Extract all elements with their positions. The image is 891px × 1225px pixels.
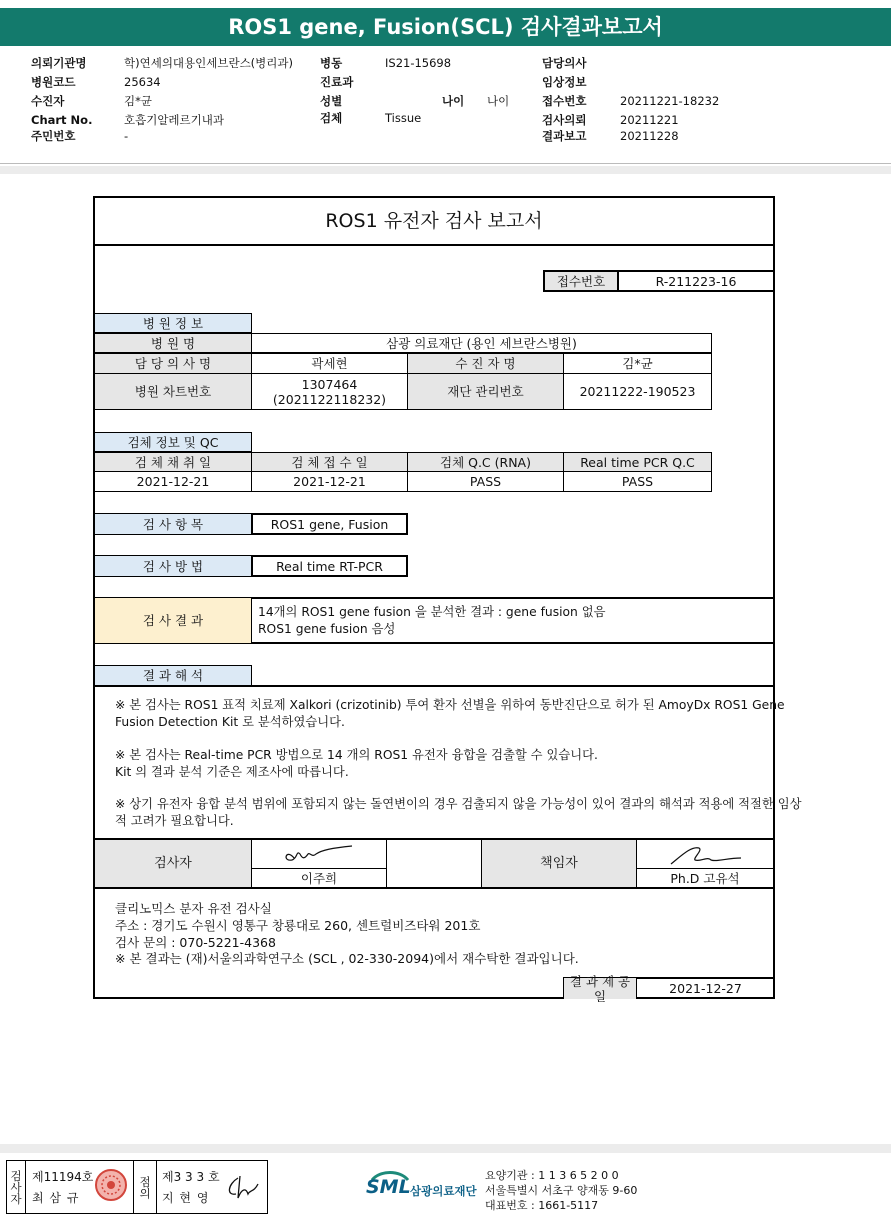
- reviewer-signature: [224, 1172, 260, 1202]
- hospital-section-label: 병 원 정 보: [95, 313, 252, 333]
- examiner-name: 이주희: [252, 868, 386, 889]
- header-col3: [542, 55, 742, 144]
- footer-seal: [94, 1168, 128, 1202]
- patient-name-value: 김*균: [563, 353, 712, 374]
- doctor-name-label: 담 당 의 사 명: [95, 353, 252, 374]
- mgmt-no-value: 20211222-190523: [563, 373, 712, 410]
- lab-note: ※ 본 결과는 (재)서울의과학연구소 (SCL , 02-330-2094)에서 재수탁한 결과입니다.: [115, 951, 579, 966]
- chart-no-line2: (2021122118232): [272, 391, 387, 407]
- sex-value: [385, 93, 442, 109]
- mgmt-no-label: 재단 관리번호: [407, 373, 564, 410]
- spec-header-receive: 검 체 접 수 일: [251, 452, 408, 472]
- blank-cell: [386, 839, 482, 888]
- result-date-value: 2021-12-27: [669, 981, 742, 996]
- sml-name: 삼광의료재단: [410, 1184, 477, 1198]
- interp-p1-line1: ※ 본 검사는 ROS1 표적 치료제 Xalkori (crizotinib) 투여 환자 선별을 위하여 동반진단으로 허가 된 AmoyDx ROS1 Gene: [115, 698, 785, 712]
- footer-reviewer-name: 지 현 영: [162, 1191, 210, 1205]
- interp-label: 결 과 해 석: [95, 665, 252, 686]
- footer-examiner-vert: 검사자: [6, 1160, 26, 1214]
- spec-header-qc-rna: 검체 Q.C (RNA): [407, 452, 564, 472]
- interp-p1-line2: Fusion Detection Kit 로 분석하였습니다.: [115, 715, 345, 729]
- request-label: 검사의뢰: [542, 113, 587, 127]
- sml-logo-text: SML: [366, 1176, 411, 1198]
- receipt-value: 20211221-18232: [620, 94, 720, 108]
- age-value: 나이: [487, 94, 510, 108]
- page-title: ROS1 gene, Fusion(SCL) 검사결과보고서: [0, 8, 891, 46]
- chart-no-line1: 1307464: [301, 376, 358, 392]
- specimen-value: Tissue: [385, 111, 422, 125]
- dept-label: 진료과: [320, 75, 354, 89]
- test-item-label: 검 사 항 목: [95, 513, 252, 535]
- chart-no-label-cell: 병원 차트번호: [95, 373, 252, 410]
- result-date-label: 결 과 제 공 일: [563, 978, 637, 999]
- result-line1: 14개의 ROS1 gene fusion 을 분석한 결과 : gene fusion 없음: [258, 605, 606, 619]
- receipt-no-label: 접수번호: [543, 270, 619, 292]
- spec-header-qc-pcr: Real time PCR Q.C: [563, 452, 712, 472]
- hospital-value: 학)연세의대용인세브란스(병리과): [124, 56, 293, 70]
- header-col1: [31, 55, 331, 144]
- result-label: 검 사 결 과: [95, 597, 252, 644]
- chart-no-value: 호흡기알레르기내과: [124, 113, 224, 127]
- responsible-name: Ph.D 고유석: [637, 868, 773, 889]
- sex-label: 성별: [320, 94, 343, 108]
- chart-no-cell: [251, 373, 408, 410]
- lab-address: 주소 : 경기도 수원시 영통구 창룡대로 260, 센트럴비즈타워 201호: [115, 918, 481, 933]
- request-value: 20211221: [620, 113, 679, 127]
- responsible-signature: [637, 840, 773, 868]
- specimen-label: 검체: [320, 111, 343, 125]
- header-col2: [320, 55, 530, 126]
- resident-no-label: 주민번호: [31, 129, 76, 143]
- footer-seal-graphic: [94, 1168, 128, 1202]
- receipt-no-value: R-211223-16: [617, 270, 773, 292]
- footer-institution: [485, 1168, 637, 1213]
- doctor-label: 담당의사: [542, 56, 587, 70]
- result-box: [251, 597, 773, 644]
- footer-examiner-license: 제11194호: [32, 1170, 94, 1184]
- spec-qc-pcr: PASS: [563, 471, 712, 492]
- hospital-name-value: 삼광 의료재단 (용인 세브란스병원): [251, 333, 712, 353]
- interp-p3-line1: ※ 상기 유전자 융합 분석 범위에 포함되지 않는 돌연변이의 경우 검출되지 않을 가능성이 있어 결과의 해석과 적용에 적절한 임상: [115, 797, 802, 811]
- result-line2: ROS1 gene fusion 음성: [258, 622, 396, 636]
- inst-code: 요양기관 : 1 1 3 6 5 2 0 0: [485, 1169, 619, 1182]
- header-divider: [0, 163, 891, 164]
- hospital-code-label: 병원코드: [31, 75, 76, 89]
- spec-receive-date: 2021-12-21: [251, 471, 408, 492]
- bottom-gray-band: [0, 1144, 891, 1153]
- ward-value: IS21-15698: [385, 56, 452, 70]
- footer-reviewer-vert: 점의: [133, 1160, 157, 1214]
- footer-reviewer-sign: [224, 1172, 260, 1206]
- hospital-code-value: 25634: [124, 75, 161, 89]
- patient-label: 수진자: [31, 94, 65, 108]
- report-title: ROS1 유전자 검사 보고서: [95, 198, 773, 246]
- clinical-info-label: 임상정보: [542, 75, 587, 89]
- examiner-label: 검사자: [95, 839, 252, 888]
- doctor-name-value: 곽세현: [251, 353, 408, 374]
- hospital-name-label: 병 원 명: [95, 333, 252, 353]
- footer-examiner-name: 최 삼 규: [32, 1191, 80, 1205]
- inst-phone: 대표번호 : 1661-5117: [485, 1199, 599, 1212]
- age-label: 나이: [442, 94, 465, 108]
- interp-p2-line1: ※ 본 검사는 Real-time PCR 방법으로 14 개의 ROS1 유전자 융합을 검출할 수 있습니다.: [115, 748, 598, 762]
- interp-top-rule: [95, 685, 773, 687]
- examiner-sign-cell: [251, 839, 387, 888]
- responsible-sign-cell: [636, 839, 773, 888]
- spec-header-collect: 검 체 채 취 일: [95, 452, 252, 472]
- gray-band: [0, 166, 891, 174]
- method-value: Real time RT-PCR: [251, 555, 408, 577]
- sign-bottom-rule: [95, 887, 773, 889]
- ward-label: 병동: [320, 56, 343, 70]
- hospital-label: 의뢰기관명: [31, 56, 87, 70]
- specimen-section-label: 검체 정보 및 QC: [95, 432, 252, 452]
- footer-reviewer-license: 제3 3 3 호: [162, 1170, 220, 1184]
- patient-name-label: 수 진 자 명: [407, 353, 564, 374]
- interp-p2-line2: Kit 의 결과 분석 기준은 제조사에 따릅니다.: [115, 765, 349, 779]
- chart-no-label: Chart No.: [31, 113, 93, 127]
- lab-name: 클리노믹스 분자 유전 검사실: [115, 901, 272, 916]
- lab-phone: 검사 문의 : 070-5221-4368: [115, 935, 276, 950]
- spec-collect-date: 2021-12-21: [95, 471, 252, 492]
- responsible-label: 책임자: [481, 839, 637, 888]
- interp-p3-line2: 적 고려가 필요합니다.: [115, 814, 234, 828]
- receipt-label: 접수번호: [542, 94, 587, 108]
- sml-logo: [366, 1170, 412, 1208]
- method-label: 검 사 방 법: [95, 555, 252, 577]
- report-value: 20211228: [620, 129, 679, 143]
- test-item-value: ROS1 gene, Fusion: [251, 513, 408, 535]
- patient-value: 김*균: [124, 94, 152, 108]
- inst-address: 서울특별시 서초구 양재동 9-60: [485, 1184, 638, 1197]
- examiner-signature: [252, 840, 386, 868]
- resident-no-value: -: [124, 129, 129, 143]
- report-label: 결과보고: [542, 129, 587, 143]
- spec-qc-rna: PASS: [407, 471, 564, 492]
